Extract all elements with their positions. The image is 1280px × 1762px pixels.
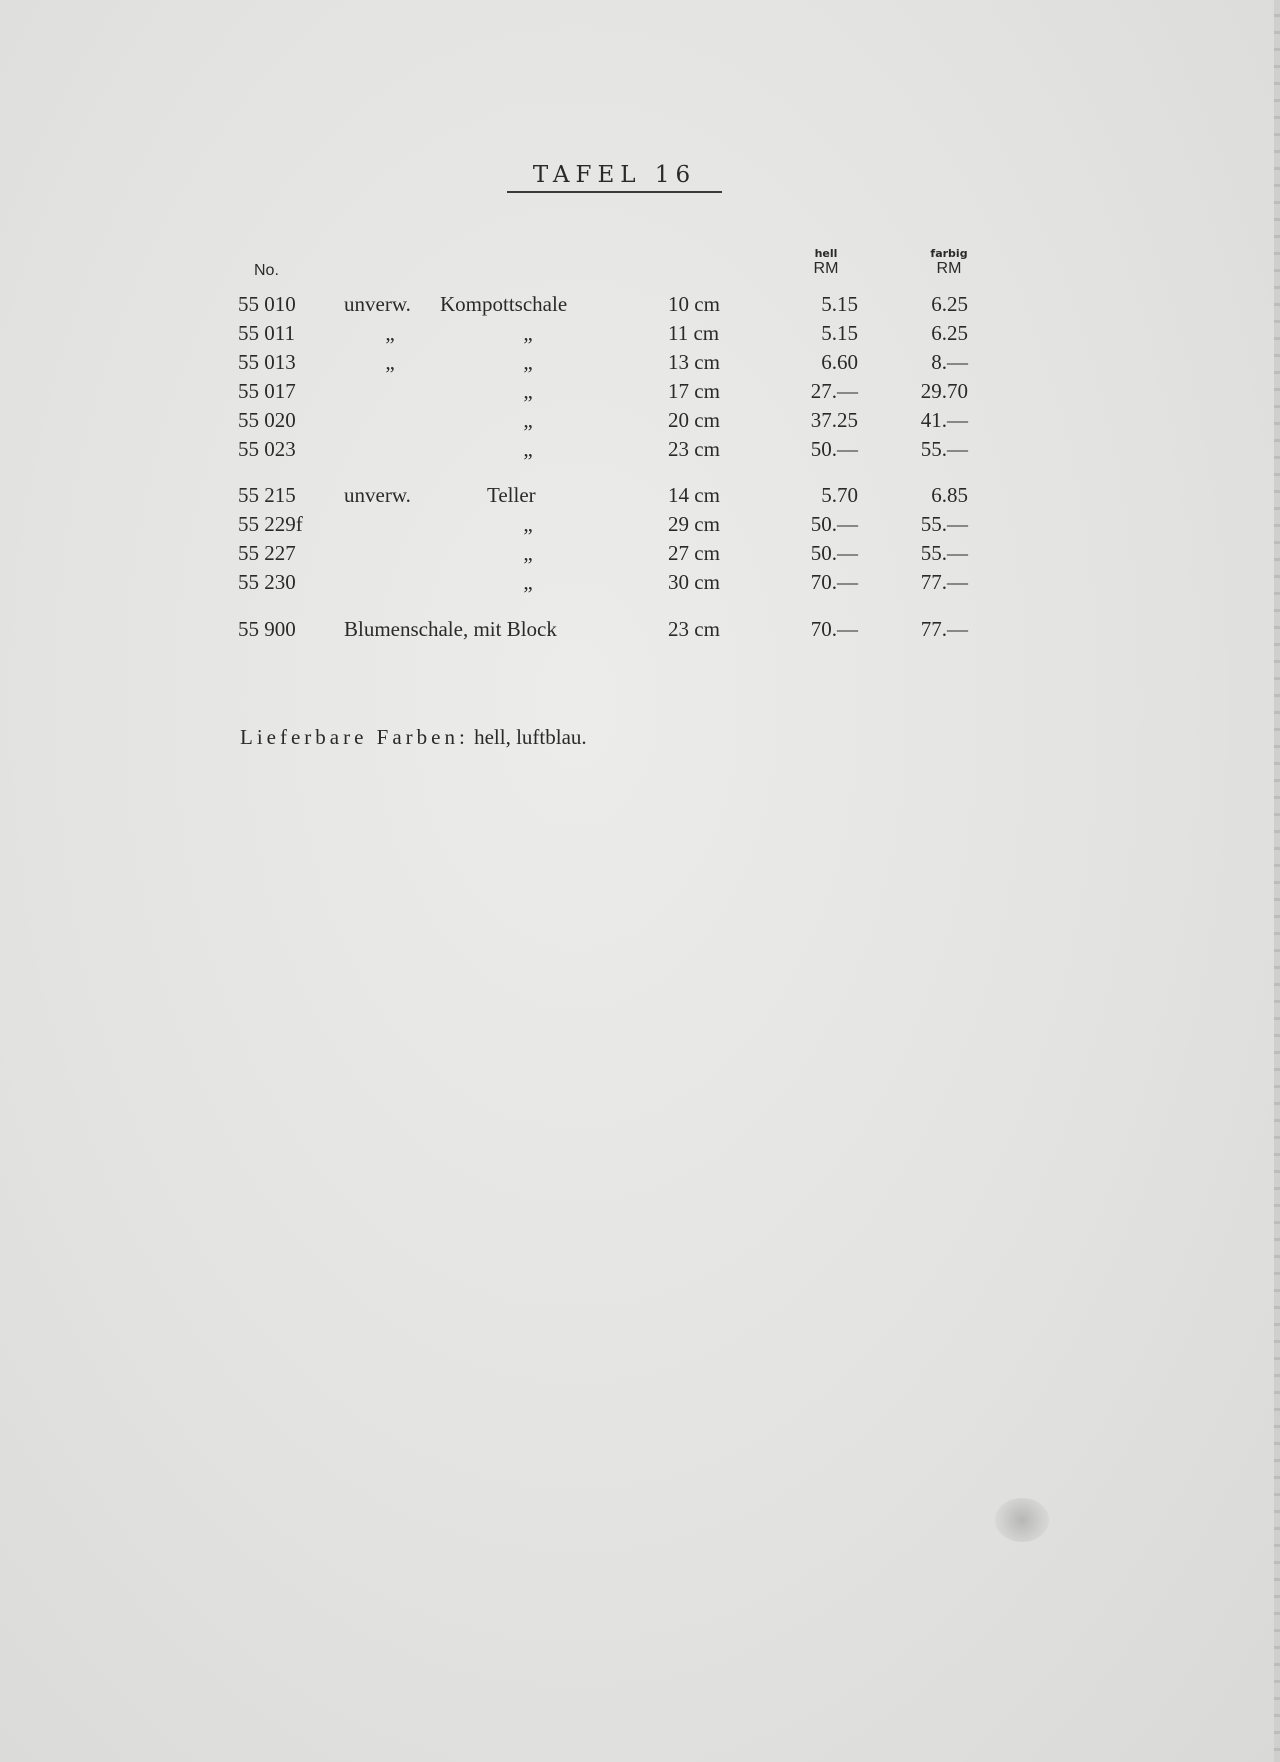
item-size: 27 cm bbox=[668, 541, 720, 565]
item-size: 13 cm bbox=[668, 350, 720, 374]
price-farbig: 41.— bbox=[920, 408, 968, 432]
item-name-ditto: „ bbox=[523, 437, 533, 461]
table-row bbox=[0, 290, 1280, 319]
item-number: 55 215 bbox=[238, 483, 296, 507]
item-number: 55 900 bbox=[238, 617, 296, 641]
price-farbig: 77.— bbox=[920, 617, 968, 641]
item-number: 55 010 bbox=[238, 292, 296, 316]
available-colors-label: Lieferbare Farben: bbox=[240, 725, 469, 749]
item-size: 23 cm bbox=[668, 617, 720, 641]
item-modifier-ditto: „ bbox=[385, 350, 395, 374]
price-hell: 5.70 bbox=[821, 483, 858, 507]
item-name: Kompottschale bbox=[440, 292, 568, 316]
table-row bbox=[0, 348, 1280, 377]
item-name-ditto: „ bbox=[523, 541, 533, 565]
price-hell: 50.— bbox=[810, 512, 858, 536]
price-farbig: 8.— bbox=[931, 350, 968, 374]
item-name-ditto: „ bbox=[523, 379, 533, 403]
table-row bbox=[0, 539, 1280, 568]
item-number: 55 230 bbox=[238, 570, 296, 594]
table-row bbox=[0, 377, 1280, 406]
column-header-hell-label: hell bbox=[814, 247, 838, 260]
table-row bbox=[0, 435, 1280, 464]
column-header-hell-unit: RM bbox=[813, 260, 839, 278]
title-underline bbox=[507, 191, 722, 193]
paper-stain bbox=[995, 1498, 1049, 1542]
price-hell: 37.25 bbox=[810, 408, 858, 432]
item-size: 30 cm bbox=[668, 570, 720, 594]
price-farbig: 55.— bbox=[920, 437, 968, 461]
price-farbig: 55.— bbox=[920, 541, 968, 565]
item-size: 10 cm bbox=[668, 292, 720, 316]
item-name-ditto: „ bbox=[523, 570, 533, 594]
item-name-ditto: „ bbox=[523, 321, 533, 345]
price-farbig: 29.70 bbox=[920, 379, 968, 403]
item-number: 55 013 bbox=[238, 350, 296, 374]
table-row bbox=[0, 568, 1280, 597]
column-header-no: No. bbox=[254, 262, 279, 279]
price-hell: 5.15 bbox=[821, 292, 858, 316]
price-hell: 6.60 bbox=[821, 350, 858, 374]
item-name-ditto: „ bbox=[523, 408, 533, 432]
item-number: 55 227 bbox=[238, 541, 296, 565]
item-modifier-ditto: „ bbox=[385, 321, 395, 345]
price-hell: 70.— bbox=[810, 617, 858, 641]
item-modifier: unverw. bbox=[344, 292, 411, 316]
table-row bbox=[0, 510, 1280, 539]
item-size: 14 cm bbox=[668, 483, 720, 507]
item-name-ditto: „ bbox=[523, 512, 533, 536]
price-hell: 50.— bbox=[810, 437, 858, 461]
item-modifier: unverw. bbox=[344, 483, 411, 507]
item-size: 29 cm bbox=[668, 512, 720, 536]
price-hell: 5.15 bbox=[821, 321, 858, 345]
page-title: TAFEL 16 bbox=[532, 162, 697, 188]
item-size: 11 cm bbox=[668, 321, 720, 345]
price-farbig: 6.85 bbox=[931, 483, 968, 507]
available-colors-note bbox=[240, 722, 587, 752]
item-number: 55 023 bbox=[238, 437, 296, 461]
item-size: 23 cm bbox=[668, 437, 720, 461]
price-farbig: 6.25 bbox=[931, 321, 968, 345]
item-name-ditto: „ bbox=[523, 350, 533, 374]
available-colors-value: hell, luftblau. bbox=[474, 725, 587, 749]
table-row bbox=[0, 481, 1280, 510]
item-number: 55 020 bbox=[238, 408, 296, 432]
price-hell: 27.— bbox=[810, 379, 858, 403]
table-row bbox=[0, 615, 1280, 644]
item-name: Blumenschale, mit Block bbox=[344, 617, 557, 641]
column-header-hell bbox=[798, 248, 854, 278]
price-farbig: 55.— bbox=[920, 512, 968, 536]
table-row bbox=[0, 406, 1280, 435]
column-header-farbig-label: farbig bbox=[930, 247, 968, 260]
price-hell: 70.— bbox=[810, 570, 858, 594]
table-row bbox=[0, 319, 1280, 348]
column-header-farbig bbox=[918, 248, 980, 278]
column-header-farbig-unit: RM bbox=[936, 260, 962, 278]
price-farbig: 77.— bbox=[920, 570, 968, 594]
price-hell: 50.— bbox=[810, 541, 858, 565]
price-farbig: 6.25 bbox=[931, 292, 968, 316]
item-number: 55 011 bbox=[238, 321, 295, 345]
item-number: 55 229f bbox=[238, 512, 303, 536]
item-size: 17 cm bbox=[668, 379, 720, 403]
item-number: 55 017 bbox=[238, 379, 296, 403]
item-size: 20 cm bbox=[668, 408, 720, 432]
item-name: Teller bbox=[487, 483, 536, 507]
page-edge bbox=[1274, 0, 1280, 1762]
